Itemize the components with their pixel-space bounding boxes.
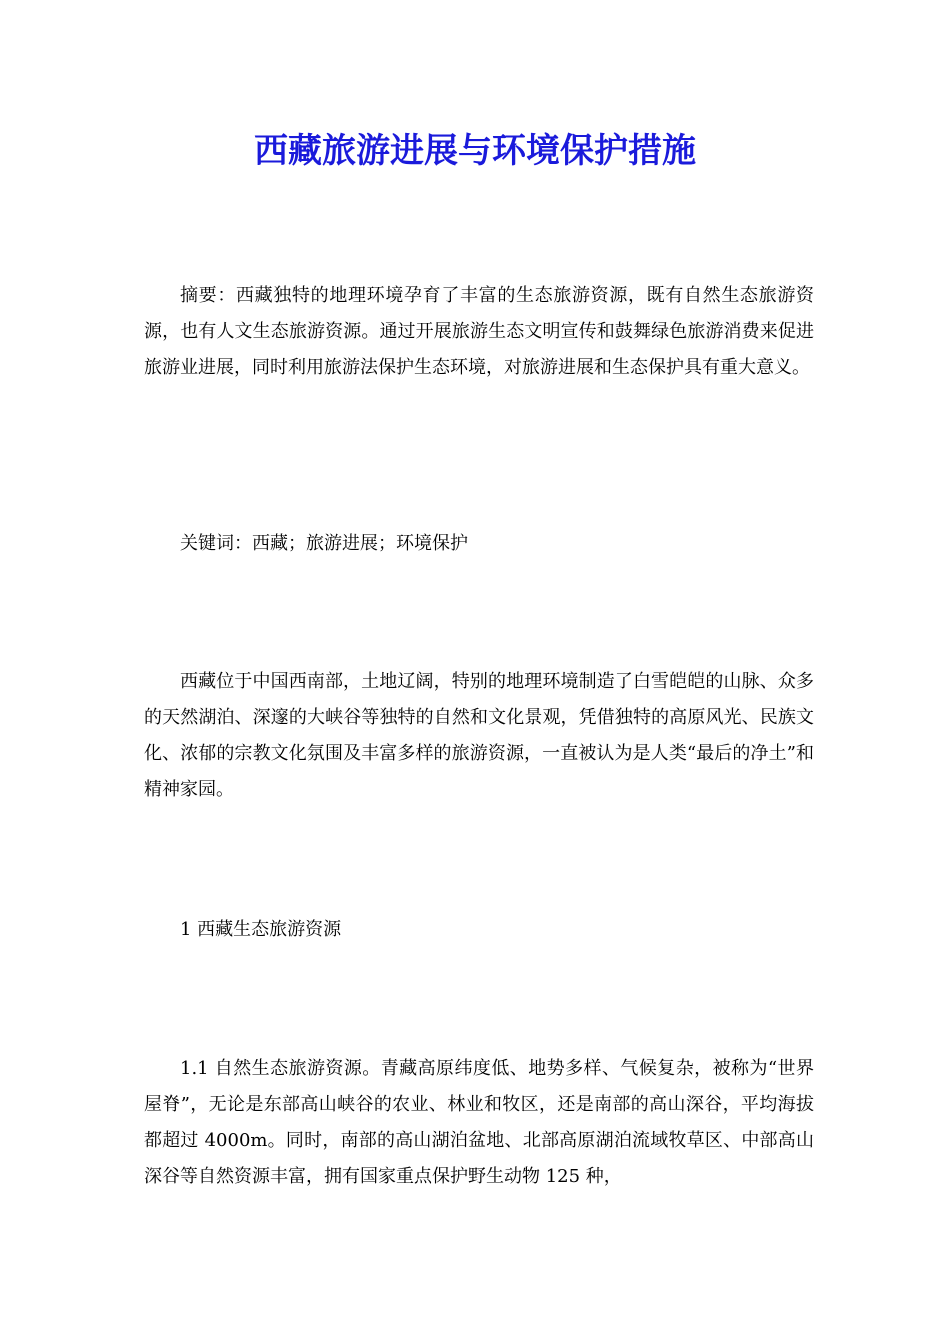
intro-paragraph: 西藏位于中国西南部，土地辽阔，特别的地理环境制造了白雪皑皑的山脉、众多的天然湖泊、深邃的大峡谷等独特的自然和文化景观，凭借独特的高原风光、民族文化、浓郁的宗教文化氛围及丰富多样的旅游资源，一直被认为是人类“最后的净土”和精神家园。 xyxy=(144,671,814,800)
document-title: 西藏旅游进展与环境保护措施 xyxy=(254,131,696,171)
keywords-paragraph: 关键词：西藏；旅游进展；环境保护 xyxy=(180,533,468,554)
abstract-paragraph: 摘要：西藏独特的地理环境孕育了丰富的生态旅游资源，既有自然生态旅游资源，也有人文生态旅游资源。通过开展旅游生态文明宣传和鼓舞绿色旅游消费来促进旅游业进展，同时利用旅游法保护生态环境，对旅游进展和生态保护具有重大意义。 xyxy=(144,285,814,378)
section-heading-1: 1 西藏生态旅游资源 xyxy=(180,919,342,940)
section-1-1-paragraph: 1.1 自然生态旅游资源。青藏高原纬度低、地势多样、气候复杂，被称为“世界屋脊”，无论是东部高山峡谷的农业、林业和牧区，还是南部的高山深谷，平均海拔都超过 4000m。同时，南部的高山湖泊盆地、北部高原湖泊流域牧草区、中部高山深谷等自然资源丰富，拥有国家重点保护野生动物 125 种， xyxy=(144,1058,814,1187)
